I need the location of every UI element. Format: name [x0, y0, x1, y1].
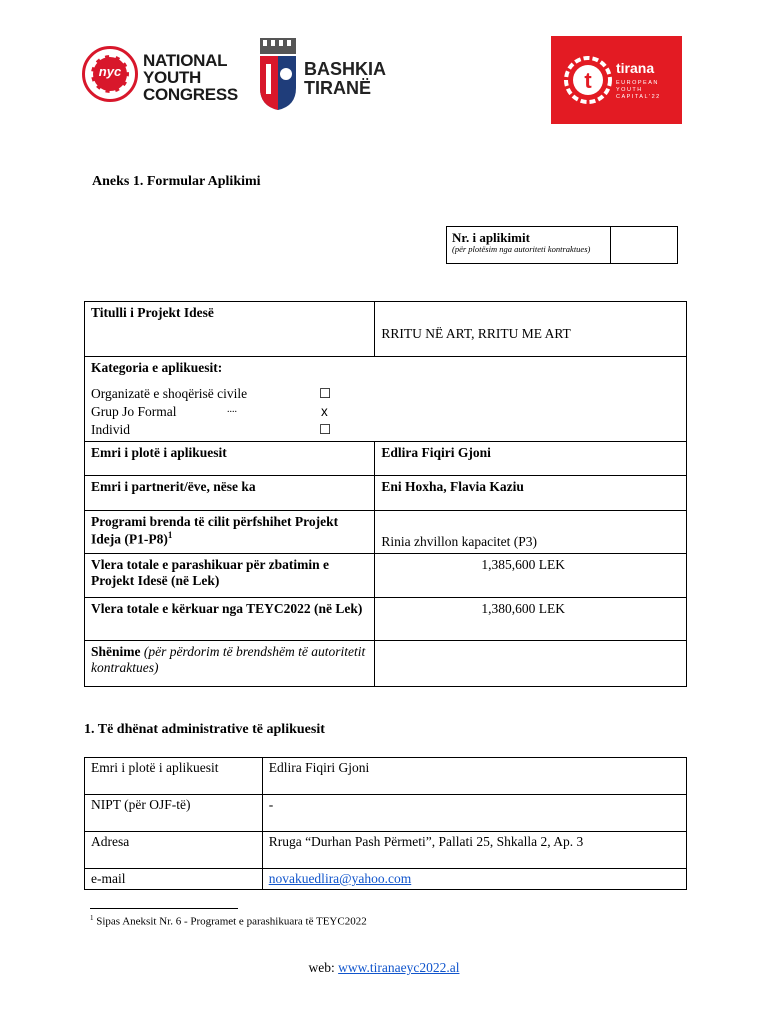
- admin-value: Rruga “Durhan Pash Përmeti”, Pallati 25, Shkalla 2, Ap. 3: [262, 832, 686, 869]
- table-row: [85, 302, 687, 357]
- admin-data-table: [84, 757, 687, 890]
- table-row: [85, 598, 687, 641]
- footer-web: web: www.tiranaeyc2022.al: [308, 960, 460, 975]
- tirana-t-icon: [563, 50, 613, 110]
- title-label: Titulli i Projekt Idesë: [85, 302, 375, 357]
- partner-value: Eni Hoxha, Flavia Kaziu: [375, 476, 687, 511]
- category-cell: [85, 357, 687, 442]
- admin-label: Adresa: [85, 832, 263, 869]
- category-item: Organizatë e shoqërisë civile ☐: [91, 386, 332, 401]
- footnote: $^1$ Sipas Aneksit Nr. 6 - Programet e parashikuara të TEYC2022: [90, 914, 367, 928]
- application-number-note: (për plotësim nga autoriteti kontraktues): [452, 244, 591, 254]
- table-row: [85, 554, 687, 598]
- admin-label: NIPT (për OJF-të): [85, 795, 263, 832]
- category-checkbox[interactable]: ☐: [319, 386, 332, 401]
- application-number-label: Nr. i aplikimit: [452, 230, 530, 245]
- table-row: [85, 641, 687, 687]
- admin-label: Emri i plotë i aplikuesit: [85, 758, 263, 795]
- applicant-value: Edlira Fiqiri Gjoni: [375, 442, 687, 476]
- tirana-eyc-logo: [551, 36, 682, 124]
- form-heading: Aneks 1. Formular Aplikimi: [92, 174, 261, 189]
- bashkia-emblem-icon: [258, 38, 298, 110]
- table-row: [85, 869, 687, 890]
- admin-value: Edlira Fiqiri Gjoni: [262, 758, 686, 795]
- footnote-divider: [90, 908, 238, 909]
- tirana-subtitle: EUROPEAN YOUTH CAPITAL'22: [616, 80, 661, 100]
- partner-label: Emri i partnerit/ëve, nëse ka: [85, 476, 375, 511]
- table-row: [85, 795, 687, 832]
- admin-value: [262, 869, 686, 890]
- total-label: Vlera totale e parashikuar për zbatimin e Projekt Idesë (në Lek): [85, 554, 375, 598]
- notes-label: Shënime (për përdorim të brendshëm të autoritetit kontraktues): [85, 641, 375, 687]
- nyc-badge-text: nyc: [98, 64, 122, 79]
- table-row: [85, 476, 687, 511]
- notes-value: [375, 641, 687, 687]
- requested-value: 1,380,600 LEK: [375, 598, 687, 641]
- application-number-box: [446, 226, 678, 264]
- admin-value: -: [262, 795, 686, 832]
- title-value: RRITU NË ART, RRITU ME ART: [375, 302, 687, 357]
- table-row: [85, 357, 687, 442]
- category-item: Grup Jo Formal .... x: [91, 404, 328, 419]
- bashkia-name: BASHKIA TIRANË: [304, 59, 387, 98]
- category-label: Kategoria e aplikuesit:: [91, 360, 223, 375]
- website-link[interactable]: www.tiranaeyc2022.al: [338, 960, 460, 975]
- category-item: Individ ☐: [91, 422, 332, 437]
- tirana-word: tirana: [616, 60, 655, 76]
- table-row: [85, 832, 687, 869]
- requested-label: Vlera totale e kërkuar nga TEYC2022 (në Lek): [85, 598, 375, 641]
- program-label: Programi brenda të cilit përfshihet Projekt Ideja $(P1-P8)^1$: [85, 511, 375, 554]
- table-row: [85, 511, 687, 554]
- total-value: 1,385,600 LEK: [375, 554, 687, 598]
- admin-label: e-mail: [85, 869, 263, 890]
- email-link[interactable]: novakuedlira@yahoo.com: [268, 871, 412, 886]
- project-info-table: [84, 301, 687, 687]
- nyc-logo: [82, 46, 138, 102]
- table-row: [85, 442, 687, 476]
- table-row: [85, 758, 687, 795]
- nyc-name: NATIONAL YOUTH CONGRESS: [143, 51, 238, 104]
- svg-text:t: t: [584, 68, 592, 93]
- category-checkbox[interactable]: ☐: [319, 422, 332, 437]
- applicant-label: Emri i plotë i aplikuesit: [85, 442, 375, 476]
- program-value: Rinia zhvillon kapacitet (P3): [375, 511, 687, 554]
- category-checkbox[interactable]: x: [321, 404, 328, 419]
- section-title: 1. Të dhënat administrative të aplikuesit: [84, 722, 325, 737]
